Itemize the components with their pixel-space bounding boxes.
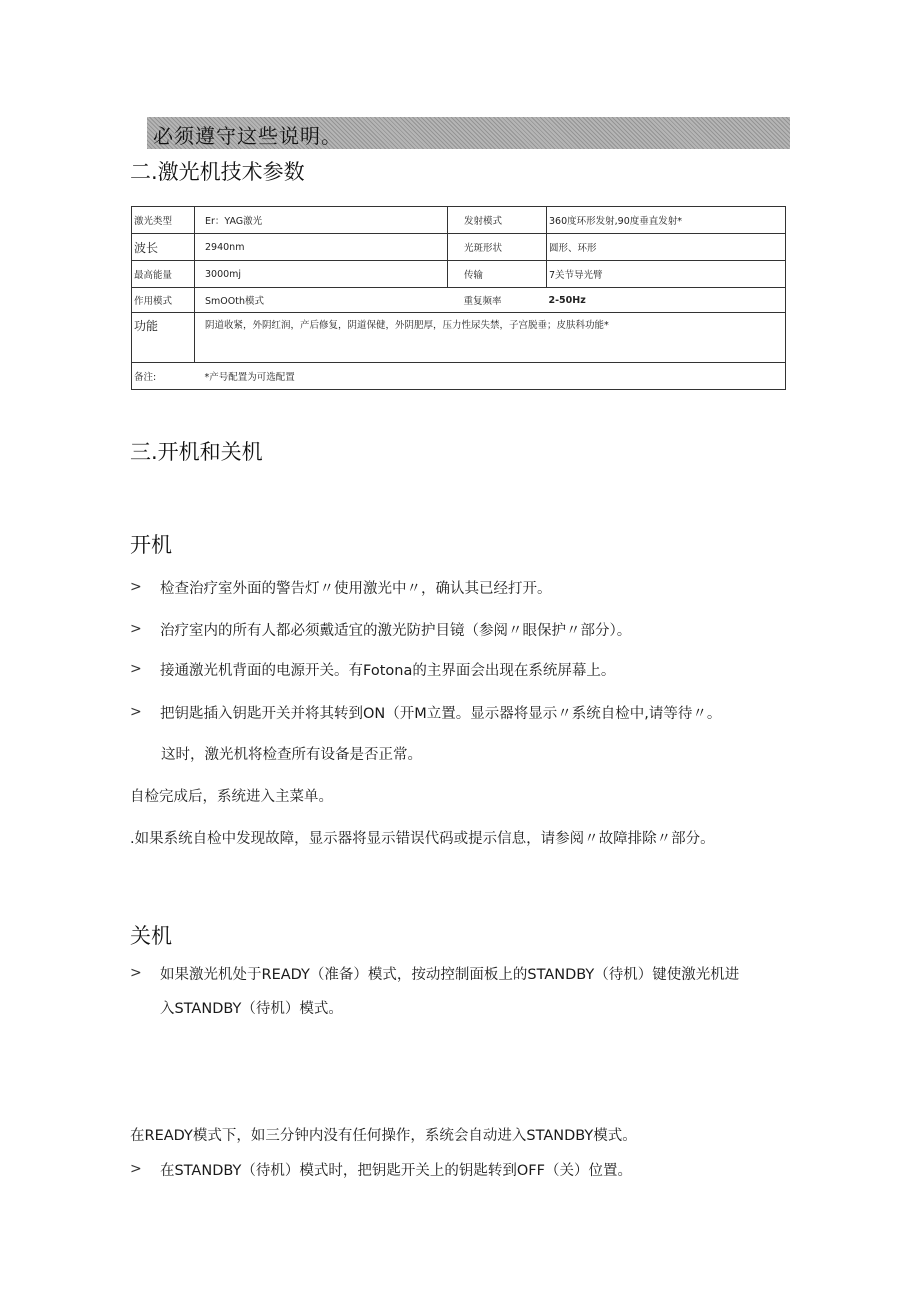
table-row (132, 207, 786, 234)
power-on-note: 自检完成后，系统进入主菜单。 (130, 789, 333, 805)
power-on-heading: 开机 (130, 533, 172, 557)
table-cell: 重复频率 (448, 288, 547, 313)
table-cell: 圆形、环形 (547, 234, 786, 261)
power-on-note: .如果系统自检中发现故障，显示器将显示错误代码或提示信息，请参阅〃故障排除〃部分。 (130, 831, 715, 847)
table-row (132, 234, 786, 261)
power-on-step: 检查治疗室外面的警告灯〃使用激光中〃，确认其已经打开。 (160, 581, 552, 597)
power-off-step-cont: 入STANDBY（待机）模式。 (160, 1001, 343, 1017)
table-cell: 最高能量 (132, 261, 195, 288)
power-on-step: 接通激光机背面的电源开关。有Fotona的主界面会出现在系统屏幕上。 (160, 663, 616, 679)
table-cell: 备注: (132, 363, 195, 390)
table-cell: *产号配置为可选配置 (195, 363, 786, 390)
table-cell: SmOOth模式 (195, 288, 448, 313)
table-row (132, 261, 786, 288)
power-on-step: 把钥匙插入钥匙开关并将其转到ON（开M立置。显示器将显示〃系统自检中,请等待〃。 (160, 706, 722, 722)
power-on-step: 治疗室内的所有人都必须戴适宜的激光防护目镜（参阅〃眼保护〃部分）。 (160, 623, 632, 639)
table-cell: 传输 (448, 261, 547, 288)
table-cell: 波长 (132, 234, 195, 261)
table-cell: 光斑形状 (448, 234, 547, 261)
table-row (132, 363, 786, 390)
section-title-tech-params: 二.激光机技术参数 (130, 160, 305, 184)
table-cell: 7关节导光臂 (547, 261, 786, 288)
table-cell: 作用模式 (132, 288, 195, 313)
table-cell: 激光类型 (132, 207, 195, 234)
table-cell: 发射模式 (448, 207, 547, 234)
bullet-marker: > (130, 704, 142, 720)
power-on-note: 这时，激光机将检查所有设备是否正常。 (161, 747, 422, 763)
power-off-step: 在STANDBY（待机）模式时，把钥匙开关上的钥匙转到OFF（关）位置。 (160, 1163, 632, 1179)
tech-params-table (131, 206, 786, 390)
power-off-step: 如果激光机处于READY（准备）模式，按动控制面板上的STANDBY（待机）键使激光机进 (160, 967, 740, 983)
power-off-note: 在READY模式下，如三分钟内没有任何操作，系统会自动进入STANDBY模式。 (130, 1128, 637, 1144)
table-row (132, 288, 786, 313)
table-cell: Er：YAG激光 (195, 207, 448, 234)
table-cell: 2940nm (195, 234, 448, 261)
power-off-heading: 关机 (130, 924, 172, 948)
bullet-marker: > (130, 965, 142, 981)
table-cell: 360度环形发射,90度垂直发射* (547, 207, 786, 234)
bullet-marker: > (130, 1161, 142, 1177)
table-cell: 3000mj (195, 261, 448, 288)
banner-text: 必须遵守这些说明。 (153, 124, 342, 148)
bullet-marker: > (130, 621, 142, 637)
table-cell: 功能 (132, 313, 195, 363)
table-cell: 阴道收紧，外阴红润，产后修复，阴道保健，外阴肥厚，压力性尿失禁，子宫脱垂；皮肤科功能* (195, 313, 786, 363)
bullet-marker: > (130, 579, 142, 595)
instruction-banner (147, 117, 790, 149)
table-row (132, 313, 786, 363)
table-cell: 2-50Hz (547, 288, 786, 313)
section-title-power: 三.开机和关机 (130, 440, 263, 464)
bullet-marker: > (130, 661, 142, 677)
